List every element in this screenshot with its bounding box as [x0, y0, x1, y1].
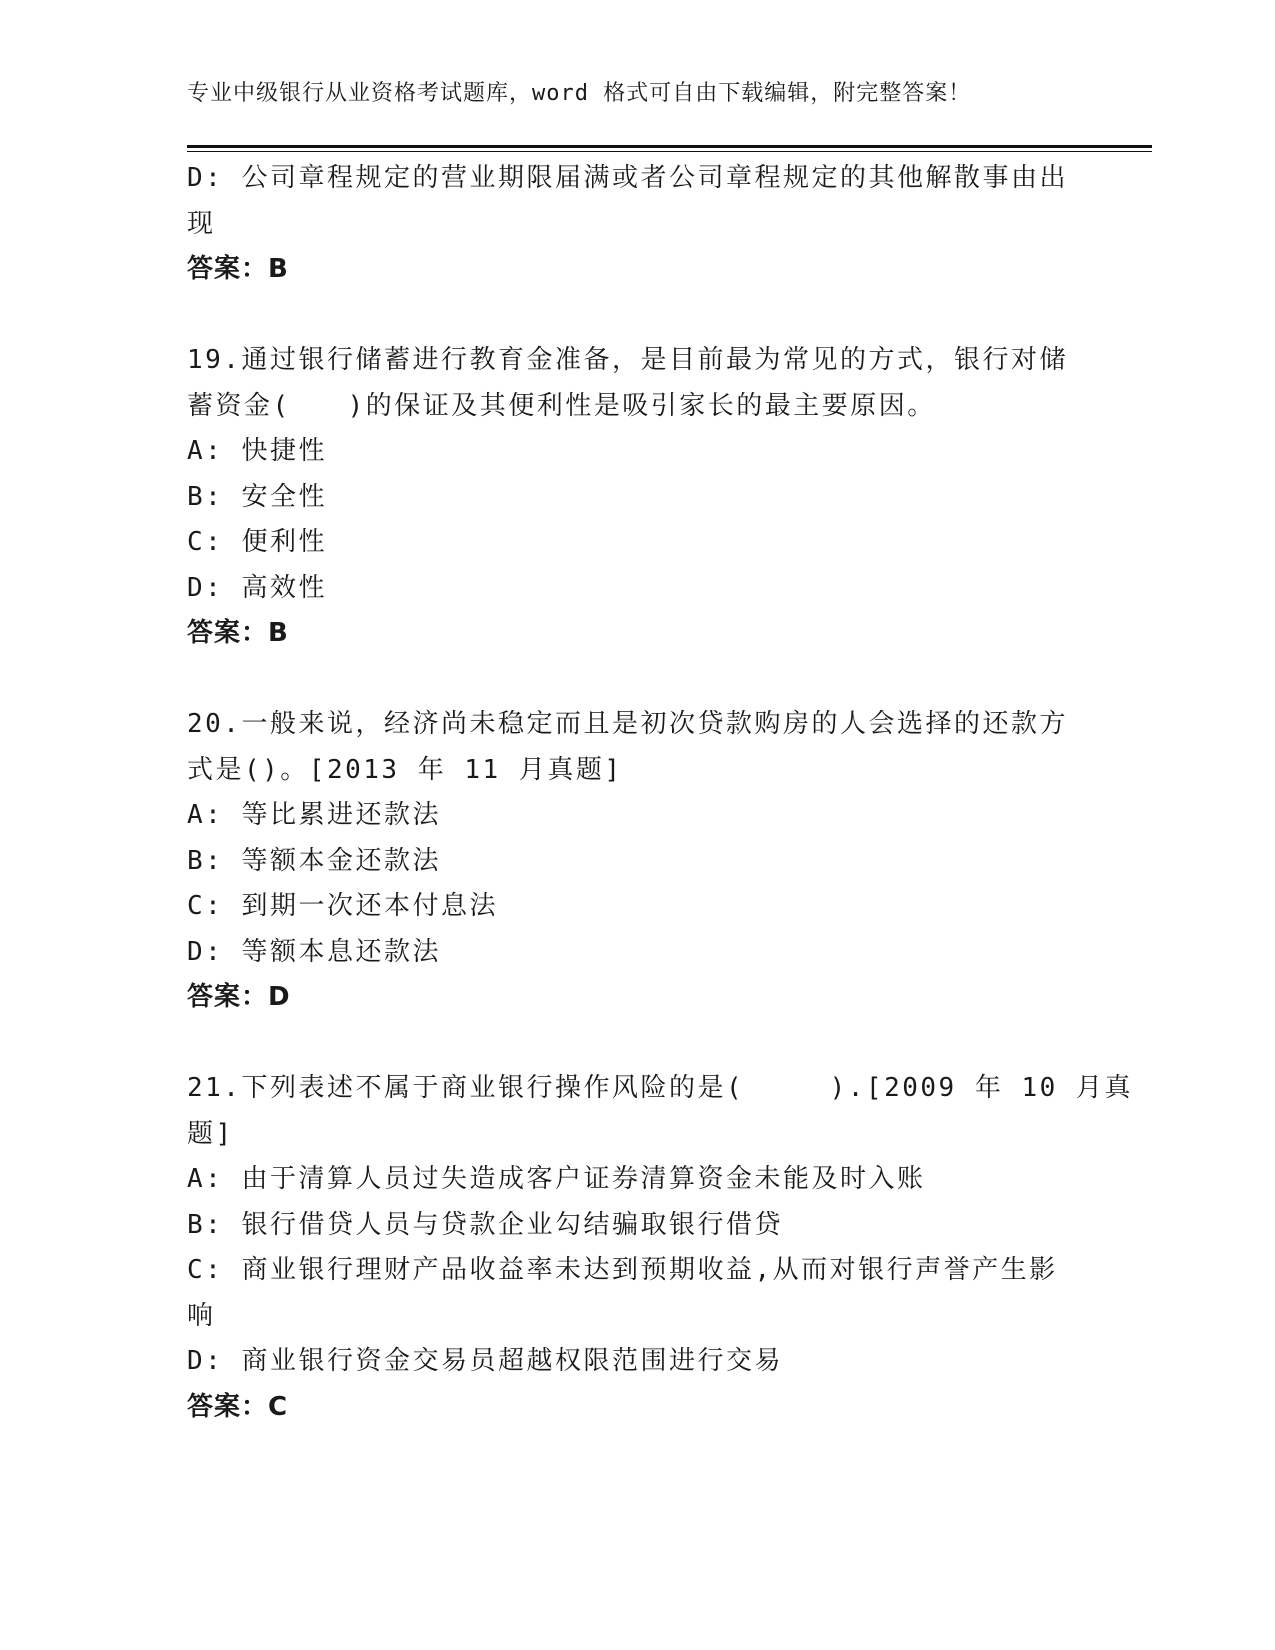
- spacer: [187, 293, 1087, 339]
- question-stem-line-1: 21.下列表述不属于商业银行操作风险的是( ).[2009 年 10 月真: [187, 1073, 1133, 1103]
- answer-line: 答案：B: [187, 618, 289, 648]
- option-d: D: 商业银行资金交易员超越权限范围进行交易: [187, 1346, 783, 1376]
- option-d: D: 高效性: [187, 572, 327, 603]
- option-c-line-2: 响: [187, 1300, 216, 1331]
- option-b: B: 安全性: [187, 481, 327, 512]
- answer-line: 答案：D: [187, 982, 291, 1012]
- question-stem-line-2: 题]: [187, 1118, 234, 1149]
- question-stem-line-2: 蓄资金( )的保证及其便利性是吸引家长的最主要原因。: [187, 390, 936, 421]
- answer-line: 答案：C: [187, 1391, 289, 1422]
- question-stem-line-2: 式是()。[2013 年 11 月真题]: [187, 754, 623, 785]
- spacer: [187, 657, 1087, 703]
- spacer: [187, 1021, 1087, 1067]
- option-d: D: 等额本息还款法: [187, 936, 441, 967]
- page-header: 专业中级银行从业资格考试题库，word 格式可自由下载编辑，附完整答案！: [187, 81, 972, 106]
- prev-question-tail: [187, 156, 1087, 293]
- document-body: [187, 156, 1133, 1430]
- question-stem-line-1: 19.通过银行储蓄进行教育金准备，是目前最为常见的方式，银行对储: [187, 345, 1068, 375]
- option-d-line-1: D: 公司章程规定的营业期限届满或者公司章程规定的其他解散事由出: [187, 163, 1068, 193]
- option-c: C: 到期一次还本付息法: [187, 891, 498, 921]
- option-c-line-1: C: 商业银行理财产品收益率未达到预期收益,从而对银行声誉产生影: [187, 1255, 1058, 1285]
- header-rule-thick: [187, 145, 1152, 148]
- option-c: C: 便利性: [187, 527, 327, 557]
- question-stem-line-1: 20.一般来说，经济尚未稳定而且是初次贷款购房的人会选择的还款方: [187, 709, 1068, 739]
- question-20: [187, 702, 1087, 1021]
- option-d-line-2: 现: [187, 208, 216, 239]
- answer-line: 答案：B: [187, 254, 289, 284]
- option-a: A: 等比累进还款法: [187, 800, 441, 830]
- question-21: [187, 1066, 1133, 1430]
- option-b: B: 等额本金还款法: [187, 845, 441, 876]
- header-rule-thin: [187, 151, 1152, 152]
- question-19: [187, 338, 1087, 657]
- option-b: B: 银行借贷人员与贷款企业勾结骗取银行借贷: [187, 1209, 783, 1240]
- option-a: A: 由于清算人员过失造成客户证券清算资金未能及时入账: [187, 1164, 926, 1194]
- option-a: A: 快捷性: [187, 436, 327, 466]
